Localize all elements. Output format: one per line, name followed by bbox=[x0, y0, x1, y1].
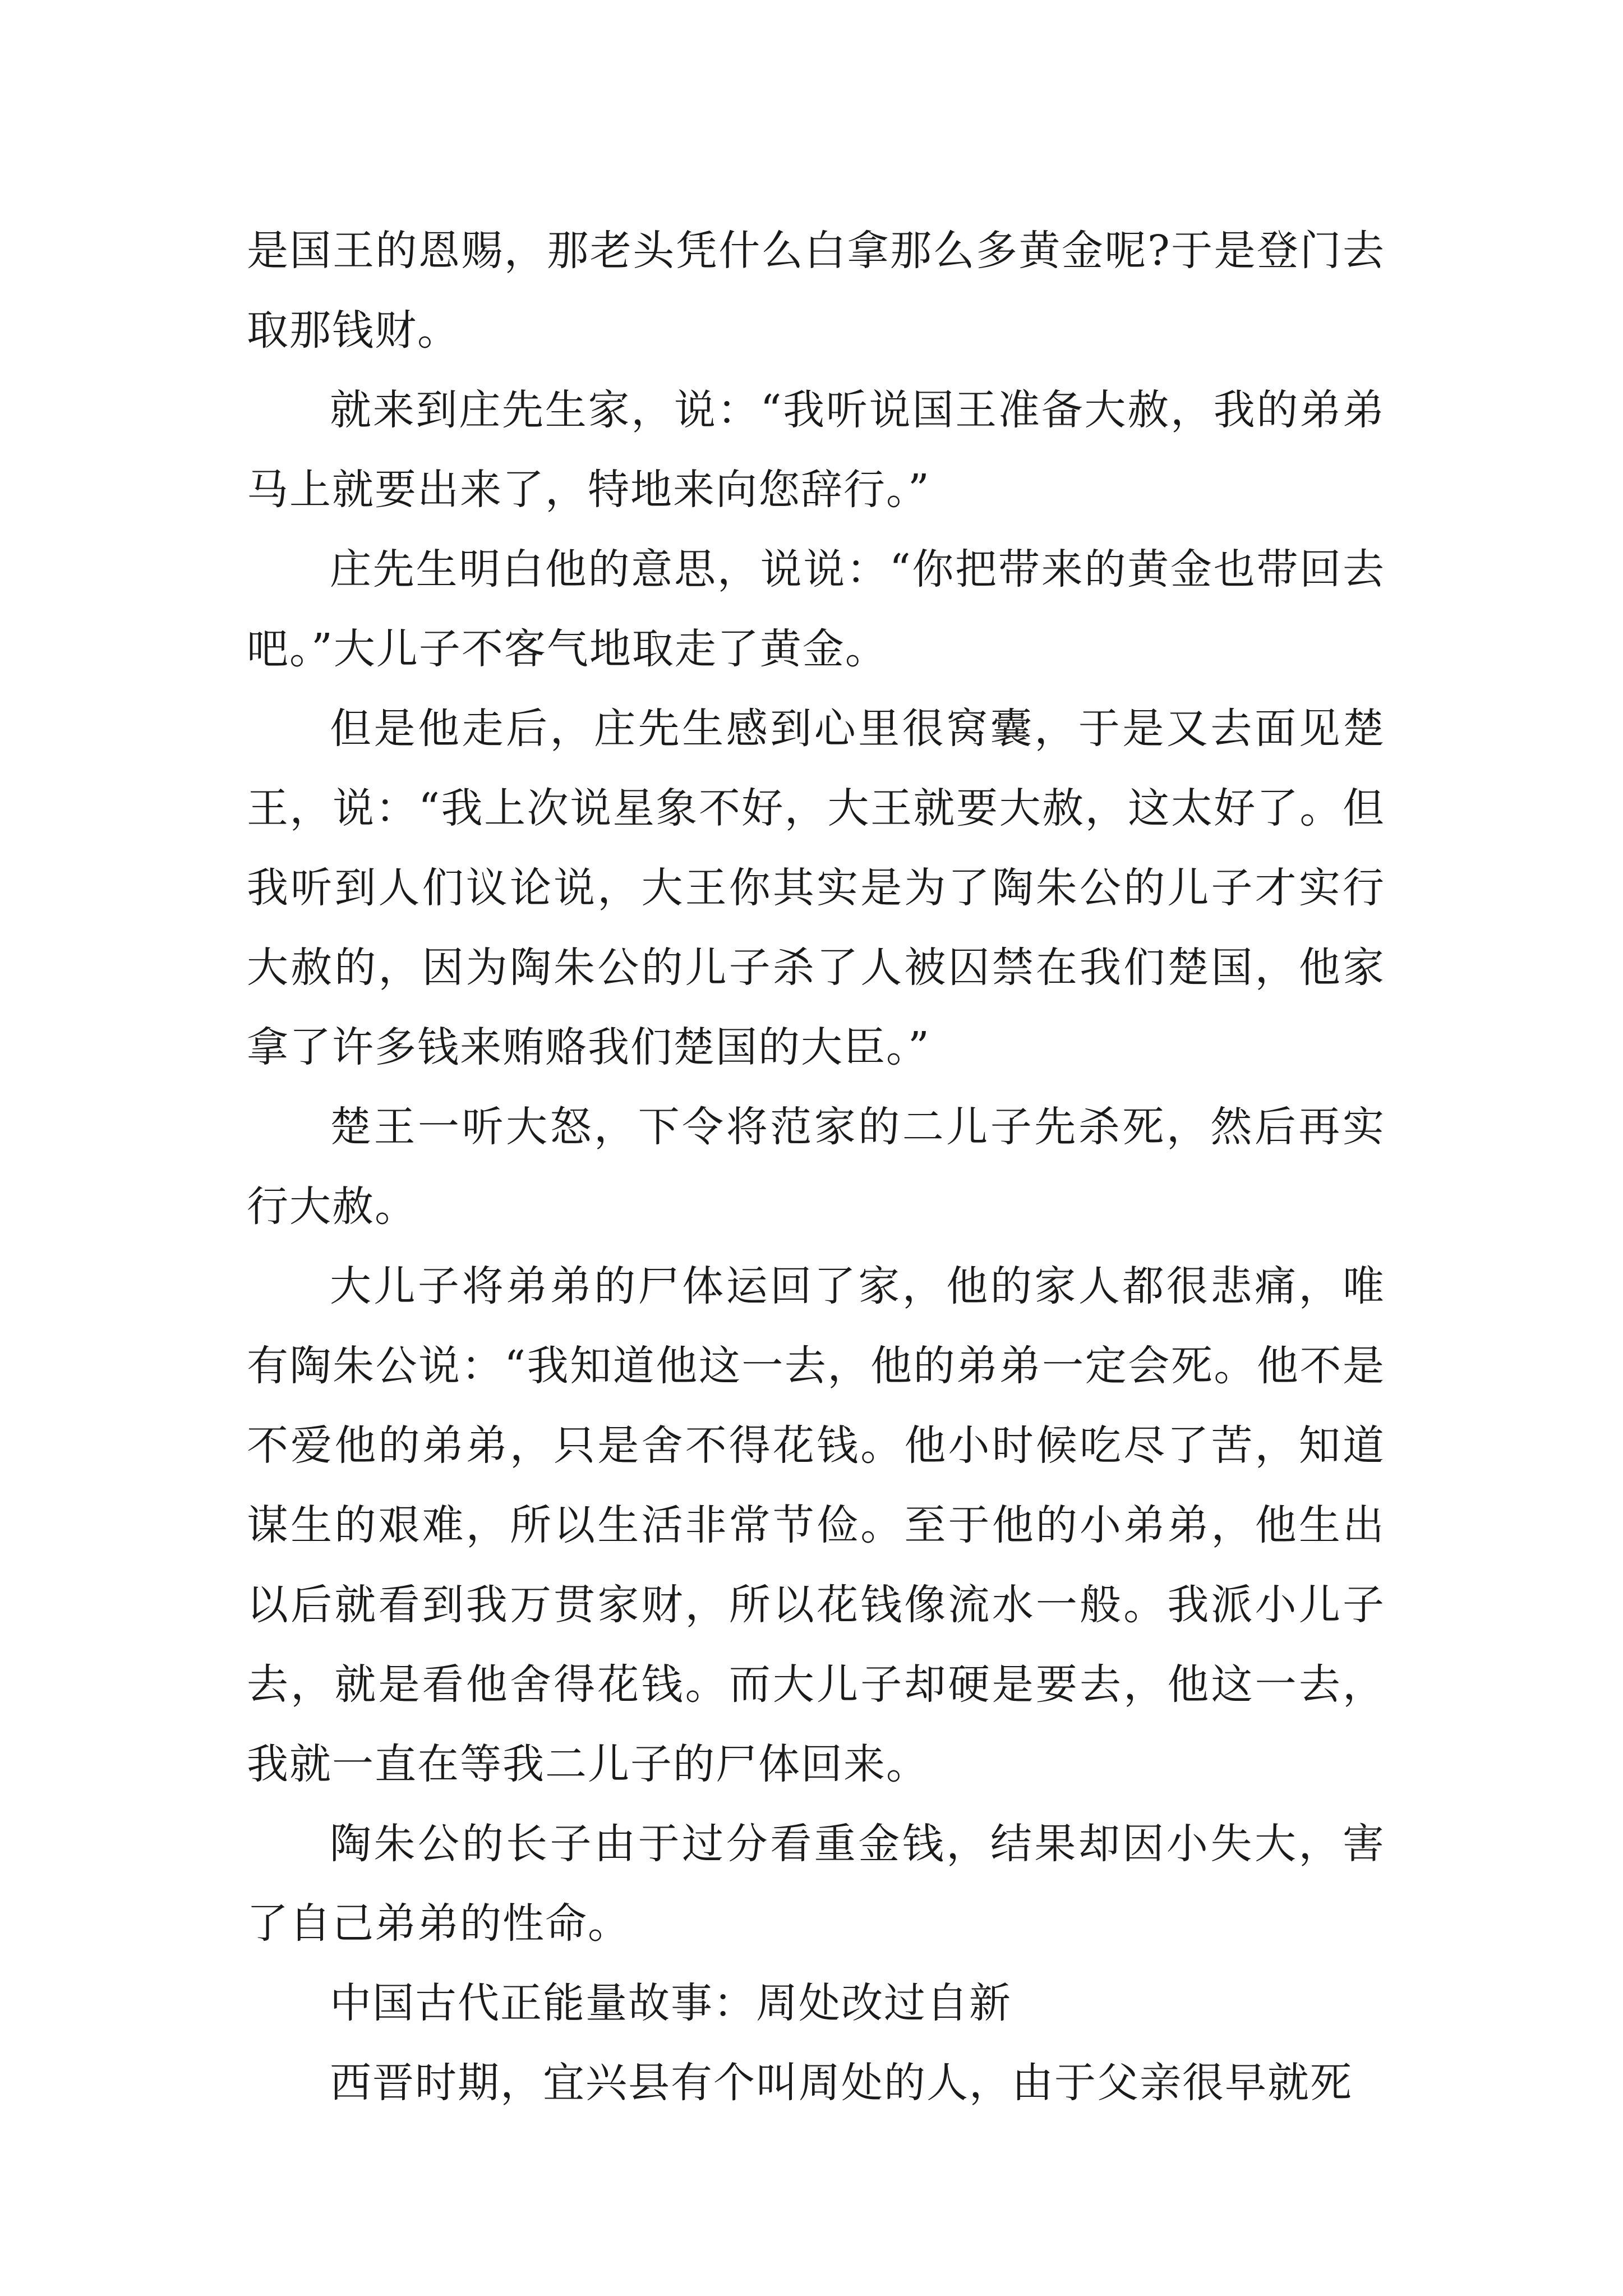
paragraph: 陶朱公的长子由于过分看重金钱，结果却因小失大，害了自己弟弟的性命。 bbox=[247, 1820, 1385, 1948]
body-text bbox=[247, 211, 1385, 2123]
paragraph: 大儿子将弟弟的尸体运回了家，他的家人都很悲痛，唯有陶朱公说：“我知道他这一去，他的弟弟一定会死。他不是不爱他的弟弟，只是舍不得花钱。他小时候吃尽了苦，知道谋生的艰难，所以生活非常节俭。至于他的小弟弟，他生出以后就看到我万贯家财，所以花钱像流水一般。我派小儿子去，就是看他舍得花钱。而大儿子却硬是要去，他这一去，我就一直在等我二儿子的尸体回来。 bbox=[247, 1262, 1385, 1788]
paragraph: 庄先生明白他的意思，说说：“你把带来的黄金也带回去吧。”大儿子不客气地取走了黄金。 bbox=[247, 545, 1385, 673]
paragraph: 西晋时期，宜兴县有个叫周处的人，由于父亲很早就死 bbox=[330, 2059, 1353, 2107]
paragraph: 但是他走后，庄先生感到心里很窝囊，于是又去面见楚王，说：“我上次说星象不好，大王就要大赦，这太好了。但我听到人们议论说，大王你其实是为了陶朱公的儿子才实行大赦的，因为陶朱公的儿子杀了人被囚禁在我们楚国，他家拿了许多钱来贿赂我们楚国的大臣。” bbox=[247, 705, 1385, 1071]
paragraph: 就来到庄先生家，说：“我听说国王准备大赦，我的弟弟马上就要出来了，特地来向您辞行。” bbox=[247, 386, 1385, 514]
section-heading: 中国古代正能量故事：周处改过自新 bbox=[330, 1979, 1012, 2027]
paragraph: 是国王的恩赐，那老头凭什么白拿那么多黄金呢?于是登门去取那钱财。 bbox=[247, 227, 1385, 355]
paragraph: 楚王一听大怒，下令将范家的二儿子先杀死，然后再实行大赦。 bbox=[247, 1103, 1385, 1231]
